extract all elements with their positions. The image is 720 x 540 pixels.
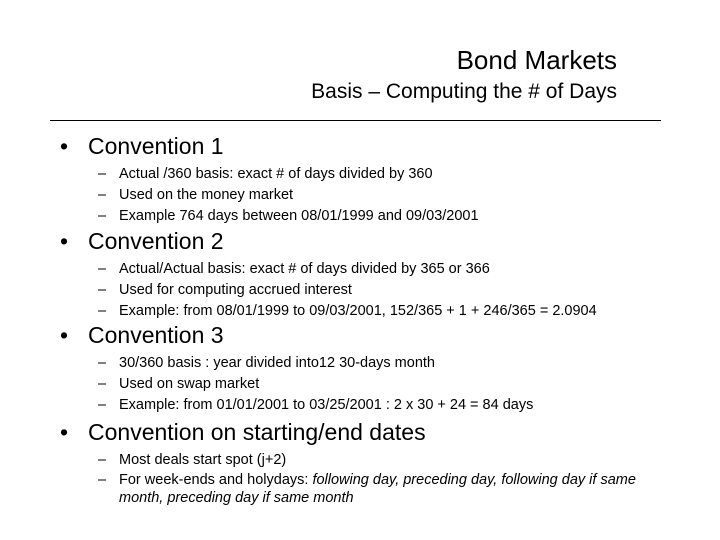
section-heading [60,321,680,349]
bullet-icon: • [60,228,69,254]
dash-icon: – [98,376,107,392]
section-heading-text: Convention 2 [88,228,224,254]
dash-icon: – [98,166,107,182]
dash-icon: – [98,261,107,277]
sub-item [60,353,680,374]
sub-item [60,185,680,206]
section-convention-2 [60,227,680,322]
sub-item [60,450,680,471]
sub-item-text: Actual /360 basis: exact # of days divided by 360 [119,166,433,182]
title-divider [50,120,661,121]
sub-item [60,471,659,507]
sub-item-text: 30/360 basis : year divided into12 30-days month [119,355,435,371]
sub-list [60,164,680,227]
sub-item-text: Most deals start spot (j+2) [119,452,287,468]
sub-item [60,164,680,185]
section-heading [60,418,680,446]
sub-item-text: Actual/Actual basis: exact # of days divided by 365 or 366 [119,261,490,277]
dash-icon: – [98,187,107,203]
sub-item-text: Used on swap market [119,376,260,392]
slide-subtitle: Basis – Computing the # of Days [311,80,617,103]
sub-item-text: Used on the money market [119,187,294,203]
sub-item-text-italic: following day, preceding day, following day if same month, preceding day if same month [119,472,636,506]
dash-icon: – [98,208,107,224]
dash-icon: – [98,472,107,488]
sub-list [60,353,680,416]
sub-list [60,450,680,507]
sub-item-text: Example: from 01/01/2001 to 03/25/2001 : 2 x 30 + 24 = 84 days [119,397,534,413]
dash-icon: – [98,452,107,468]
sub-item-text: Example 764 days between 08/01/1999 and 09/03/2001 [119,208,479,224]
dash-icon: – [98,355,107,371]
bullet-icon: • [60,133,69,159]
bullet-icon: • [60,322,69,348]
sub-item [60,280,680,301]
sub-item [60,374,680,395]
sub-item [60,395,680,416]
section-heading-text: Convention 1 [88,133,224,159]
dash-icon: – [98,282,107,298]
slide-title: Bond Markets [456,45,617,75]
section-heading [60,132,680,160]
sub-item [60,301,680,322]
sub-item-text: Example: from 08/01/1999 to 09/03/2001, 152/365 + 1 + 246/365 = 2.0904 [119,303,597,319]
section-heading [60,227,680,255]
sub-item [60,206,680,227]
section-convention-1 [60,132,680,227]
sub-list [60,259,680,322]
sub-item-text-prefix: For week-ends and holydays: [119,472,313,488]
section-heading-text: Convention on starting/end dates [88,419,426,445]
bullet-icon: • [60,419,69,445]
sub-item-text: Used for computing accrued interest [119,282,352,298]
section-start-end-dates [60,418,680,507]
dash-icon: – [98,397,107,413]
section-convention-3 [60,321,680,416]
section-heading-text: Convention 3 [88,322,224,348]
sub-item [60,259,680,280]
dash-icon: – [98,303,107,319]
